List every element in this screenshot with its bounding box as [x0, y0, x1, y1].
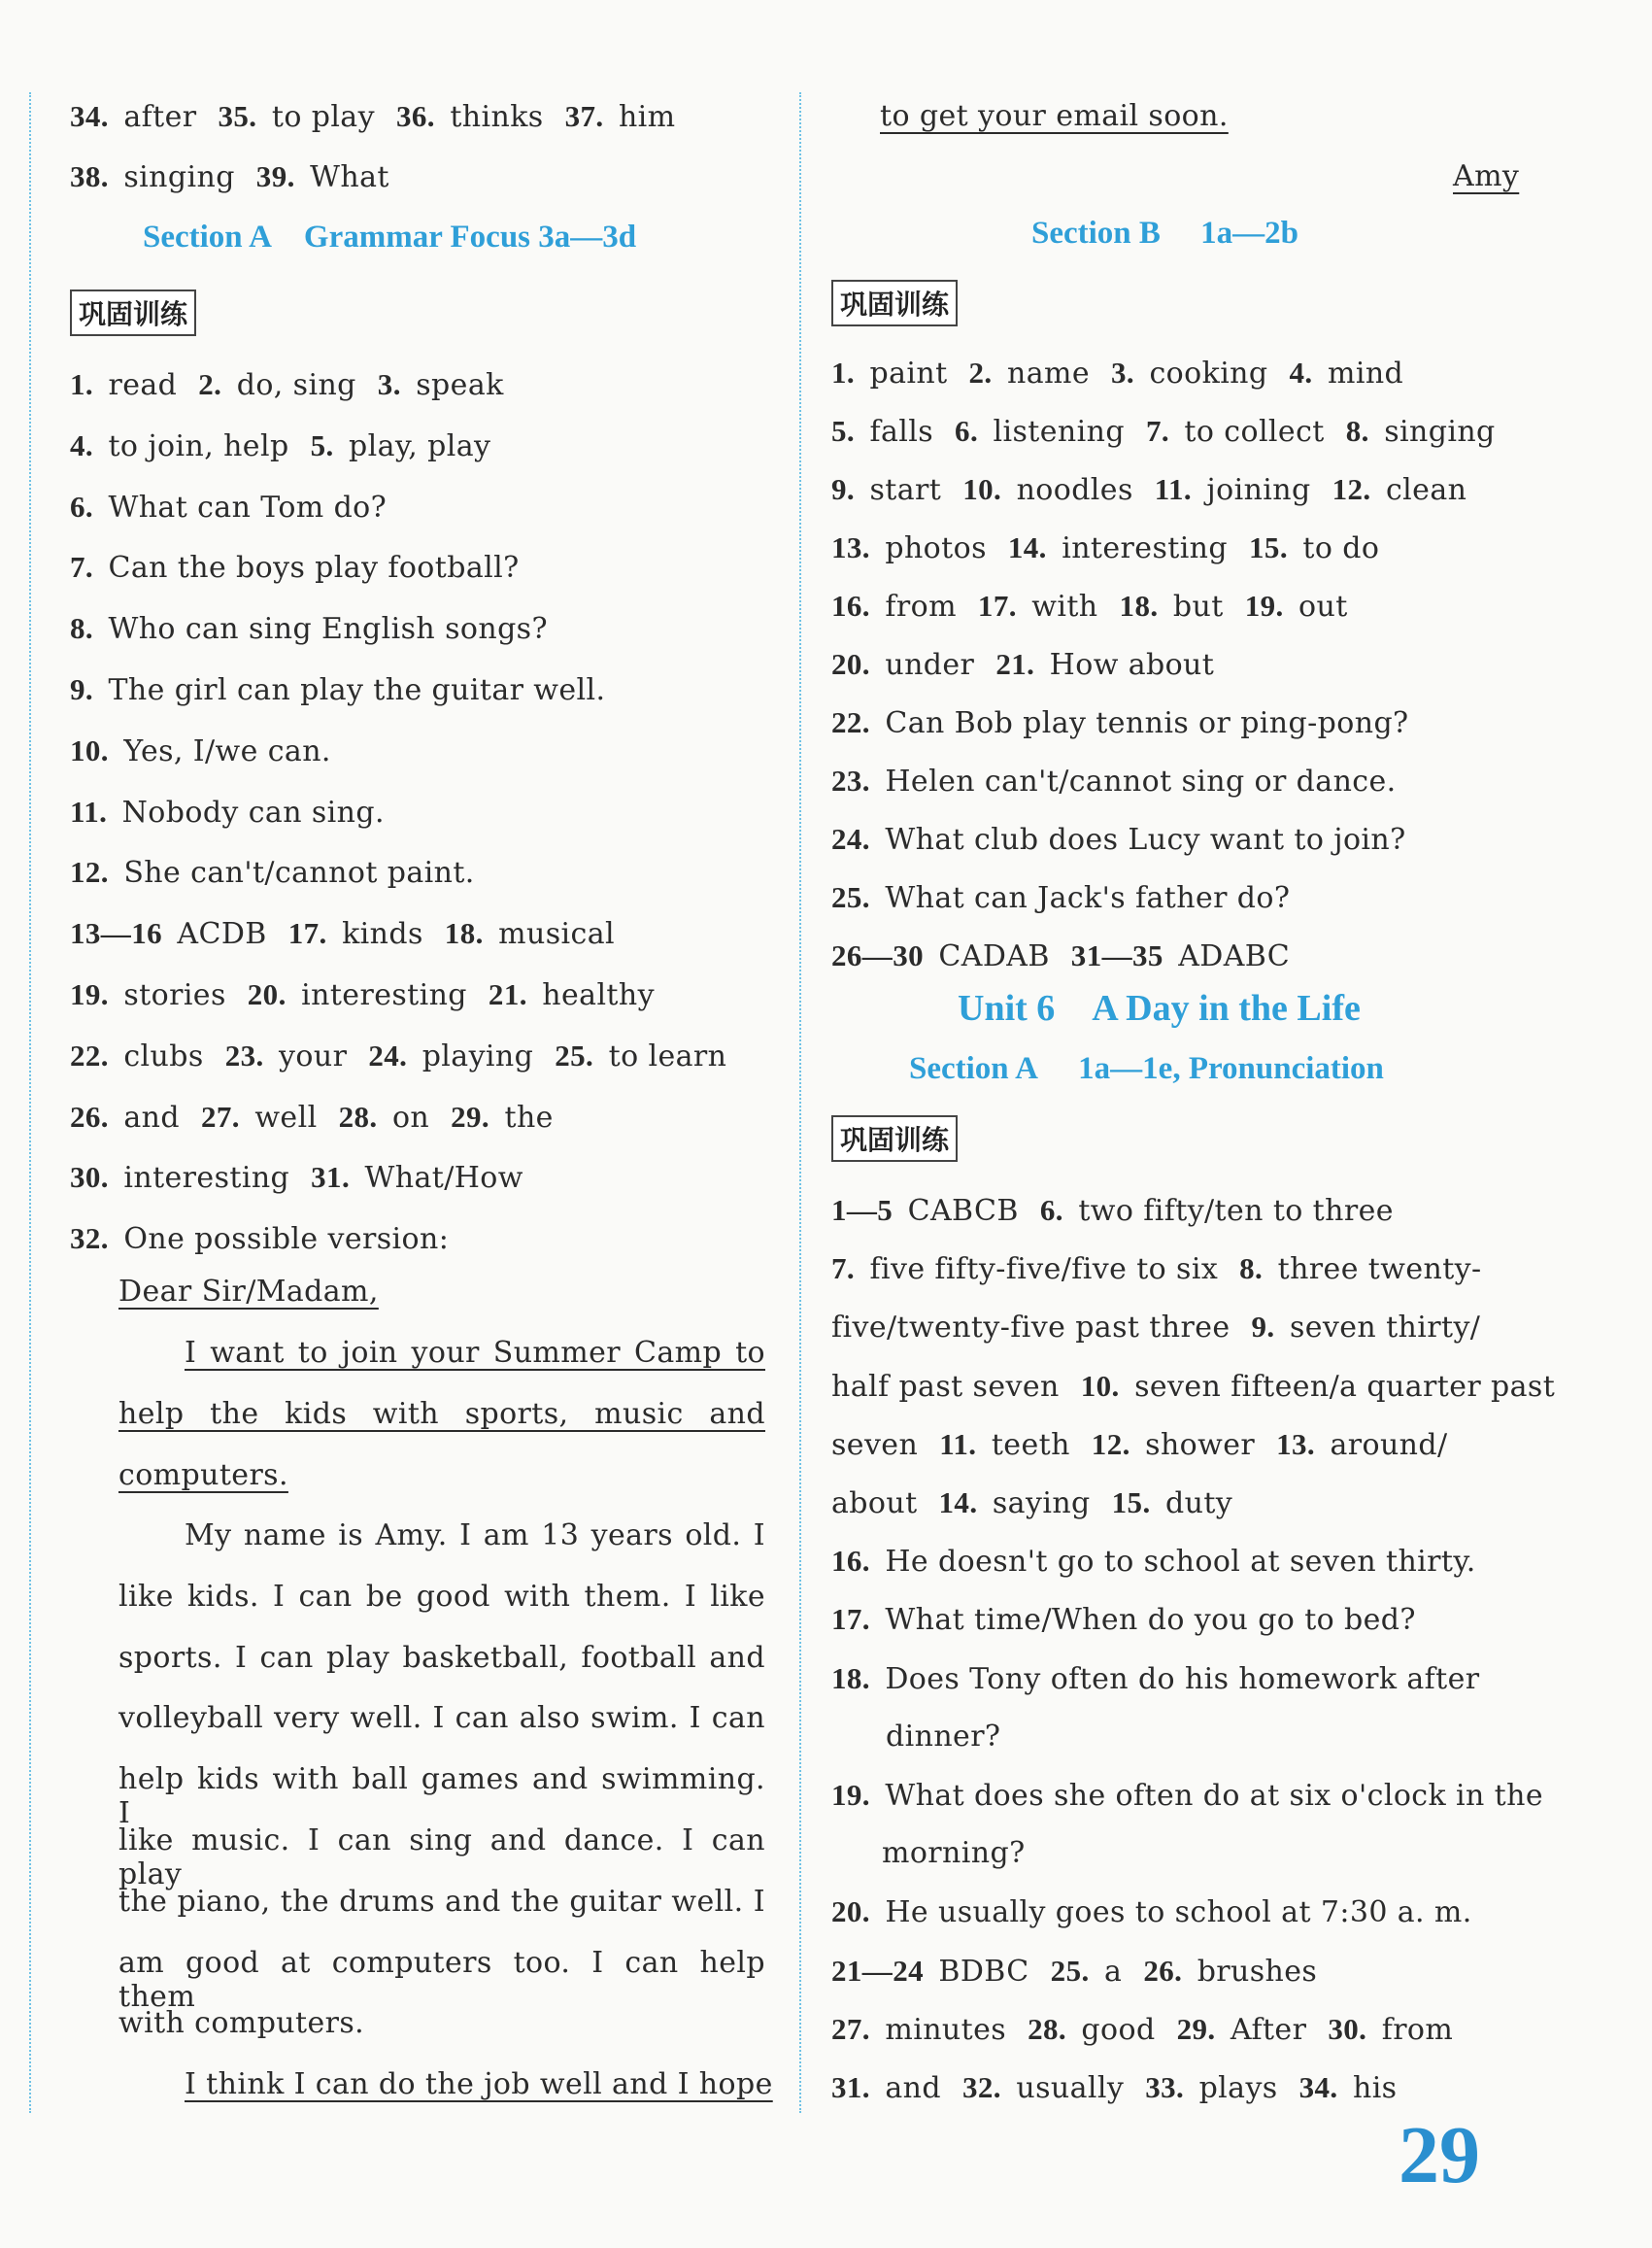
item-number: 13. — [1276, 1426, 1316, 1461]
item-answer: good — [1081, 2012, 1156, 2047]
answer-line — [831, 705, 1409, 740]
letter-para2-line: like music. I can sing and dance. I can play — [118, 1823, 765, 1891]
item-answer: morning? — [882, 1836, 1026, 1871]
item-number: 12. — [1091, 1426, 1130, 1461]
item-answer: What can Jack's father do? — [885, 881, 1291, 915]
item-number: 21. — [488, 977, 527, 1011]
item-answer: about — [831, 1486, 918, 1520]
answer-line — [831, 1778, 1543, 1813]
item-answer: listening — [993, 415, 1125, 449]
item-answer: What club does Lucy want to join? — [885, 823, 1406, 857]
item-answer: and — [885, 2071, 941, 2105]
answer-line — [831, 1661, 1480, 1696]
item-number: 8. — [1239, 1251, 1264, 1286]
item-answer: to play — [271, 100, 375, 134]
item-answer: singing — [123, 160, 235, 194]
item-answer: noodles — [1016, 473, 1133, 507]
answer-line — [831, 1427, 1448, 1462]
item-number: 6. — [70, 489, 94, 524]
item-number: 28. — [338, 1099, 378, 1134]
item-number: 14. — [1007, 530, 1047, 564]
item-number: 32. — [961, 2070, 1001, 2104]
letter-closing-line: to get your email soon. — [880, 99, 1229, 133]
item-answer: After — [1230, 2012, 1307, 2047]
answer-line — [70, 1100, 554, 1135]
item-number: 36. — [395, 99, 435, 133]
item-answer: interesting — [301, 978, 467, 1012]
item-number: 32. — [70, 1221, 109, 1256]
item-answer: paint — [869, 357, 948, 391]
answer-line — [831, 356, 1403, 391]
answer-line — [70, 550, 520, 585]
item-answer: speak — [416, 368, 504, 402]
letter-para2-line: the piano, the drums and the guitar well. I — [118, 1884, 765, 1919]
item-number: 26—30 — [831, 938, 924, 972]
item-number: 37. — [564, 99, 604, 133]
item-answer: from — [1381, 2012, 1454, 2047]
item-number: 9. — [70, 672, 94, 706]
answer-line — [831, 1602, 1416, 1637]
item-number: 24. — [368, 1038, 408, 1073]
item-number: 9. — [831, 472, 856, 506]
item-answer: start — [869, 473, 942, 507]
item-answer: usually — [1016, 2071, 1125, 2105]
answer-line — [831, 822, 1406, 857]
item-answer: What — [310, 160, 389, 194]
item-number: 15. — [1111, 1485, 1151, 1519]
answer-line — [831, 647, 1214, 682]
item-number: 20. — [831, 647, 870, 681]
item-answer: interesting — [1062, 531, 1229, 565]
item-number: 16. — [831, 589, 870, 623]
item-answer: ADABC — [1178, 939, 1291, 973]
item-number: 29. — [1176, 2011, 1216, 2046]
item-number: 10. — [70, 732, 109, 767]
item-number: 29. — [451, 1099, 490, 1134]
item-number: 11. — [70, 794, 108, 829]
item-answer: five/twenty-five past three — [831, 1311, 1231, 1345]
item-answer: clubs — [123, 1039, 204, 1073]
item-number: 22. — [70, 1038, 109, 1073]
practice-label: 巩固训练 — [831, 1115, 958, 1162]
item-answer: the — [504, 1100, 554, 1135]
unit-heading: Unit 6 A Day in the Life — [958, 988, 1361, 1029]
item-answer: What can Tom do? — [108, 490, 388, 525]
item-number: 10. — [1080, 1368, 1120, 1403]
item-answer: five fifty-five/five to six — [869, 1252, 1219, 1287]
answer-line — [831, 2070, 1397, 2105]
item-number: 18. — [831, 1660, 870, 1695]
item-number: 34. — [70, 99, 109, 133]
item-answer: under — [885, 648, 975, 682]
item-answer: What does she often do at six o'clock in the — [885, 1779, 1543, 1813]
answer-line — [70, 916, 615, 951]
item-answer: a — [1104, 1954, 1123, 1989]
item-number: 39. — [255, 159, 295, 193]
item-answer: kinds — [342, 917, 423, 952]
answer-line — [831, 880, 1290, 915]
item-answer: seven thirty/ — [1289, 1311, 1481, 1345]
item-number: 35. — [218, 99, 257, 133]
letter-signature: Amy — [1453, 159, 1520, 193]
item-answer: Can the boys play football? — [108, 551, 520, 586]
item-number: 4. — [1289, 356, 1313, 390]
item-number: 1. — [70, 367, 94, 401]
answer-line — [831, 764, 1397, 799]
answer-line — [70, 1160, 523, 1195]
item-number: 19. — [70, 977, 109, 1011]
item-answer: joining — [1206, 473, 1311, 507]
answer-line — [886, 1720, 1000, 1754]
item-answer: How about — [1049, 648, 1215, 682]
item-answer: singing — [1384, 415, 1496, 449]
item-answer: well — [254, 1100, 318, 1135]
answer-line — [831, 472, 1467, 507]
item-answer: teeth — [991, 1427, 1070, 1462]
item-number: 7. — [70, 550, 94, 585]
answer-line — [70, 367, 504, 402]
page-number: 29 — [1399, 2110, 1480, 2200]
item-number: 13. — [831, 530, 870, 564]
item-answer: around/ — [1330, 1427, 1448, 1462]
item-number: 26. — [1143, 1953, 1183, 1988]
item-number: 18. — [1119, 589, 1159, 623]
item-answer: clean — [1385, 473, 1467, 507]
section-heading-section-b: Section B 1a—2b — [1031, 216, 1299, 251]
item-answer: seven fifteen/a quarter past — [1134, 1369, 1556, 1404]
answer-line — [70, 1221, 449, 1256]
answer-line — [882, 1836, 1026, 1870]
item-number: 5. — [310, 427, 334, 462]
item-number: 10. — [962, 472, 1002, 506]
letter-para2-line: volleyball very well. I can also swim. I can — [118, 1701, 765, 1736]
item-answer: to learn — [608, 1039, 727, 1073]
answer-line — [831, 1310, 1480, 1345]
answer-line — [70, 733, 331, 768]
item-answer: do, sing — [236, 368, 356, 402]
item-number: 13—16 — [70, 916, 162, 951]
item-number: 16. — [831, 1544, 870, 1579]
item-number: 6. — [1039, 1193, 1063, 1227]
item-number: 25. — [1050, 1953, 1090, 1988]
item-answer: after — [123, 100, 197, 134]
item-answer: What/How — [364, 1161, 523, 1196]
item-answer: mind — [1327, 357, 1404, 391]
answer-line — [70, 159, 389, 194]
item-answer: One possible version: — [123, 1222, 450, 1257]
item-number: 19. — [1244, 589, 1284, 623]
item-number: 27. — [200, 1099, 240, 1134]
answer-line — [831, 938, 1290, 973]
item-answer: half past seven — [831, 1369, 1060, 1404]
item-number: 5. — [831, 414, 856, 448]
answer-line — [70, 977, 655, 1012]
item-answer: musical — [498, 917, 615, 952]
item-number: 11. — [939, 1426, 977, 1461]
item-number: 21. — [995, 647, 1035, 681]
item-number: 8. — [1345, 414, 1369, 448]
answer-line — [70, 795, 385, 830]
item-number: 19. — [831, 1778, 870, 1812]
answer-line — [70, 428, 490, 463]
answer-line — [831, 2012, 1453, 2047]
answer-line — [831, 1954, 1317, 1989]
item-number: 11. — [1154, 472, 1193, 506]
item-number: 15. — [1249, 530, 1288, 564]
answer-line — [831, 589, 1348, 624]
column-divider — [799, 92, 801, 2113]
item-number: 3. — [377, 367, 401, 401]
answer-line — [831, 1485, 1232, 1520]
answer-line — [831, 414, 1496, 449]
item-answer: Nobody can sing. — [121, 795, 385, 830]
item-answer: to collect — [1184, 415, 1325, 449]
item-number: 12. — [70, 855, 109, 890]
item-number: 27. — [831, 2011, 870, 2046]
item-answer: interesting — [123, 1161, 290, 1196]
item-answer: him — [618, 100, 676, 134]
item-answer: Yes, I/we can. — [123, 733, 331, 768]
item-number: 21—24 — [831, 1953, 924, 1988]
left-margin-rule — [29, 92, 31, 2113]
item-answer: saying — [992, 1486, 1091, 1520]
item-answer: to do — [1302, 531, 1380, 565]
item-answer: plays — [1198, 2071, 1278, 2105]
item-number: 26. — [70, 1099, 109, 1134]
item-number: 30. — [70, 1160, 109, 1195]
item-answer: Who can sing English songs? — [108, 612, 548, 647]
letter-para3-line: I think I can do the job well and I hope — [185, 2067, 773, 2101]
item-answer: with — [1031, 590, 1098, 624]
item-answer: BDBC — [938, 1954, 1029, 1989]
item-answer: cooking — [1149, 357, 1268, 391]
item-number: 28. — [1028, 2011, 1067, 2046]
section-heading-section-a: Section A 1a—1e, Pronunciation — [909, 1051, 1384, 1086]
item-number: 12. — [1332, 472, 1371, 506]
item-answer: She can't/cannot paint. — [123, 856, 475, 891]
practice-label: 巩固训练 — [831, 280, 958, 326]
item-answer: CABCB — [907, 1194, 1019, 1228]
item-answer: and — [123, 1100, 180, 1135]
item-answer: from — [885, 590, 957, 624]
item-number: 17. — [977, 589, 1017, 623]
item-answer: thinks — [450, 100, 544, 134]
item-answer: name — [1007, 357, 1091, 391]
item-answer: Helen can't/cannot sing or dance. — [885, 765, 1397, 799]
item-answer: ACDB — [177, 917, 267, 952]
item-answer: photos — [885, 531, 987, 565]
item-number: 14. — [938, 1485, 978, 1519]
answer-line — [831, 1193, 1394, 1228]
item-number: 31. — [831, 2070, 870, 2104]
item-number: 6. — [955, 414, 979, 448]
item-answer: seven — [831, 1427, 919, 1462]
item-number: 8. — [70, 611, 94, 646]
answer-line — [831, 1544, 1476, 1579]
letter-para2-line: am good at computers too. I can help them — [118, 1945, 765, 2014]
item-answer: shower — [1145, 1427, 1256, 1462]
item-answer: three twenty- — [1277, 1252, 1482, 1287]
letter-para2-line: like kids. I can be good with them. I like — [118, 1579, 765, 1614]
item-number: 23. — [224, 1038, 264, 1073]
item-answer: duty — [1165, 1486, 1233, 1520]
item-answer: falls — [869, 415, 934, 449]
item-number: 9. — [1251, 1310, 1275, 1345]
answer-line — [70, 490, 387, 525]
answer-line — [70, 99, 676, 134]
item-number: 31. — [311, 1160, 351, 1195]
item-answer: his — [1352, 2071, 1398, 2105]
item-answer: Does Tony often do his homework after — [885, 1661, 1480, 1696]
item-number: 7. — [831, 1251, 856, 1286]
item-number: 4. — [70, 427, 94, 462]
item-answer: on — [391, 1100, 430, 1135]
letter-para1-line: I want to join your Summer Camp to — [185, 1336, 765, 1370]
answer-line — [70, 672, 605, 707]
answer-line — [70, 1039, 726, 1073]
answer-line — [831, 1369, 1555, 1404]
item-number: 17. — [287, 916, 327, 951]
item-answer: brushes — [1197, 1954, 1318, 1989]
letter-para2-line: sports. I can play basketball, football and — [118, 1640, 765, 1675]
item-number: 1. — [831, 356, 856, 390]
item-answer: The girl can play the guitar well. — [108, 673, 606, 707]
item-number: 20. — [831, 1894, 870, 1929]
item-number: 22. — [831, 705, 870, 739]
item-number: 1—5 — [831, 1193, 893, 1227]
item-number: 7. — [1145, 414, 1170, 448]
item-answer: minutes — [885, 2012, 1007, 2047]
section-heading-grammar-focus: Section A Grammar Focus 3a—3d — [143, 220, 637, 255]
item-number: 17. — [831, 1602, 870, 1637]
item-number: 20. — [247, 977, 287, 1011]
item-answer: He doesn't go to school at seven thirty. — [885, 1545, 1476, 1580]
item-answer: to join, help — [108, 428, 289, 463]
item-answer: play, play — [349, 428, 491, 463]
item-number: 38. — [70, 159, 109, 193]
item-answer: playing — [421, 1039, 534, 1073]
letter-para2-line: with computers. — [118, 2006, 365, 2041]
letter-para2-line: help kids with ball games and swimming. I — [118, 1762, 765, 1831]
item-number: 18. — [444, 916, 484, 951]
item-answer: He usually goes to school at 7:30 a. m. — [885, 1895, 1472, 1930]
item-answer: CADAB — [938, 939, 1050, 973]
item-answer: out — [1298, 590, 1348, 624]
item-answer: two fifty/ten to three — [1078, 1194, 1394, 1228]
item-number: 2. — [968, 356, 993, 390]
answer-line — [831, 1251, 1482, 1286]
item-number: 25. — [555, 1038, 594, 1073]
item-number: 2. — [198, 367, 222, 401]
item-number: 34. — [1298, 2070, 1338, 2104]
answer-line — [70, 611, 548, 646]
answer-line — [831, 530, 1379, 565]
answer-line — [70, 855, 475, 890]
item-answer: your — [279, 1039, 348, 1073]
letter-para1-line: help the kids with sports, music and — [118, 1396, 765, 1431]
item-answer: dinner? — [886, 1719, 1001, 1754]
letter-para2-line: My name is Amy. I am 13 years old. I — [185, 1518, 765, 1552]
item-number: 33. — [1145, 2070, 1185, 2104]
item-answer: Can Bob play tennis or ping-pong? — [885, 706, 1409, 740]
item-answer: but — [1172, 590, 1224, 624]
item-number: 25. — [831, 880, 870, 914]
item-number: 3. — [1111, 356, 1135, 390]
item-number: 24. — [831, 822, 870, 856]
letter-salutation: Dear Sir/Madam, — [118, 1275, 379, 1309]
item-number: 31—35 — [1070, 938, 1163, 972]
answer-line — [831, 1894, 1472, 1929]
practice-label: 巩固训练 — [70, 290, 196, 336]
item-answer: read — [108, 368, 178, 402]
item-answer: What time/When do you go to bed? — [885, 1603, 1416, 1638]
item-answer: healthy — [542, 978, 655, 1012]
item-number: 30. — [1328, 2011, 1367, 2046]
letter-para1-line: computers. — [118, 1457, 288, 1492]
item-number: 23. — [831, 764, 870, 798]
item-answer: stories — [123, 978, 226, 1012]
